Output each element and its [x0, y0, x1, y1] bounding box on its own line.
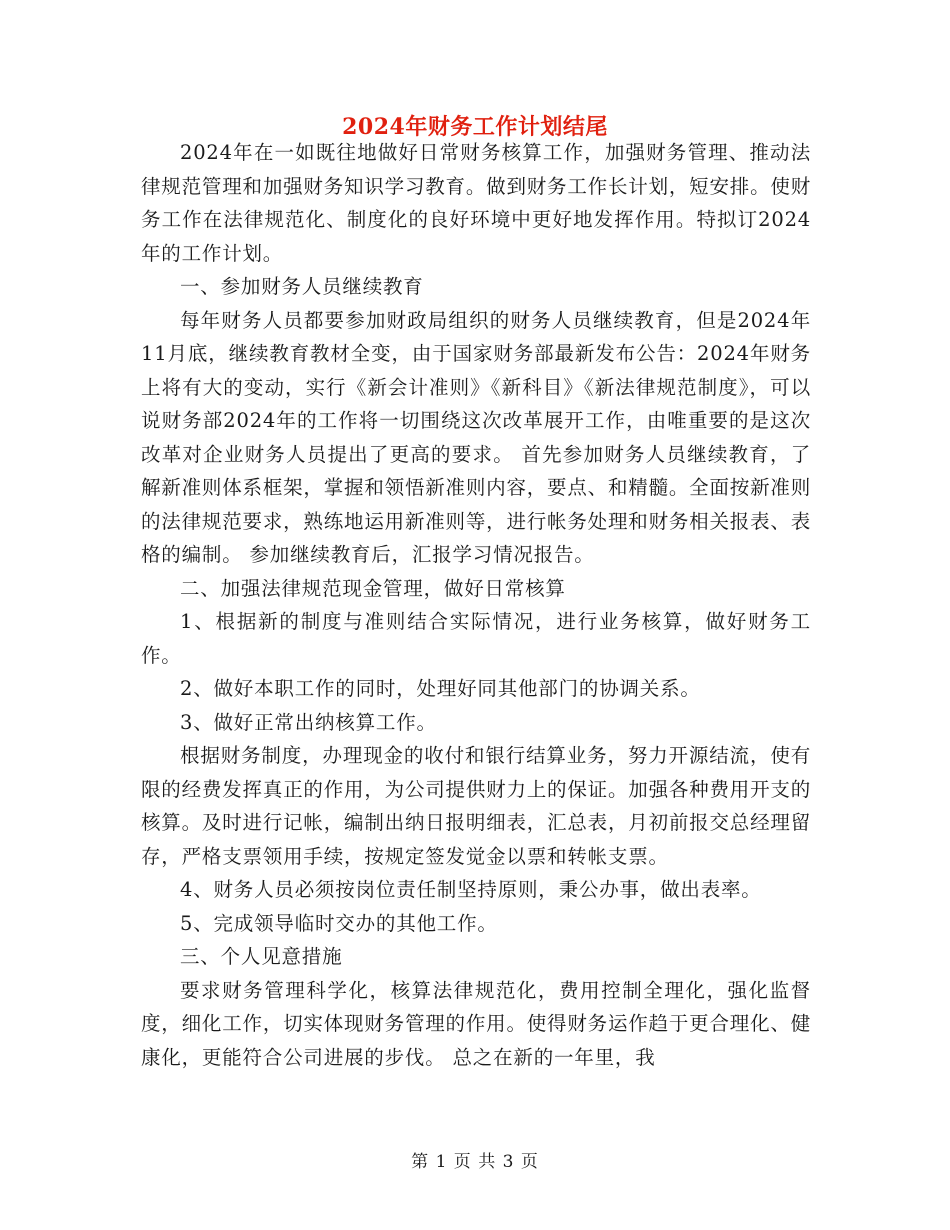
section-heading-3: 三、个人见意措施: [180, 945, 343, 968]
document-body: [141, 136, 811, 1074]
list-item-1: 1、根据新的制度与准则结合实际情况，进行业务核算，做好财务工作。: [141, 610, 811, 667]
section-heading-1: 一、参加财务人员继续教育: [180, 275, 424, 298]
section-1-paragraph: 每年财务人员都要参加财政局组织的财务人员继续教育，但是2024年11月底，继续教育教材全变，由于国家财务部最新发布公告：2024年财务上将有大的变动，实行《新会计准则》《新科目》《新法律规范制度》，可以说财务部2024年的工作将一切围绕这次改革展开工作，由唯重要的是这次改革对企业财务人员提出了更高的要求。 首先参加财务人员继续教育，了解新准则体系框架，掌握和领悟新准则内容，要点、和精髓。全面按新准则的法律规范要求，熟练地运用新准则等，进行帐务处理和财务相关报表、表格的编制。 参加继续教育后，汇报学习情况报告。: [141, 308, 811, 566]
document-title: 2024年财务工作计划结尾: [342, 114, 608, 140]
list-item-5: 5、完成领导临时交办的其他工作。: [180, 911, 498, 935]
section-3-paragraph: 要求财务管理科学化，核算法律规范化，费用控制全理化，强化监督度，细化工作，切实体现财务管理的作用。使得财务运作趋于更合理化、健康化，更能符合公司进展的步伐。 总之在新的一年里，我: [141, 978, 811, 1069]
list-item-3-detail: 根据财务制度，办理现金的收付和银行结算业务，努力开源结流，使有限的经费发挥真正的作用，为公司提供财力上的保证。加强各种费用开支的核算。及时进行记帐，编制出纳日报明细表，汇总表，月初前报交总经理留存，严格支票领用手续，按规定签发觉金以票和转帐支票。: [141, 744, 811, 868]
list-item-4: 4、财务人员必须按岗位责任制坚持原则，秉公办事，做出表率。: [180, 878, 762, 901]
intro-paragraph: 2024年在一如既往地做好日常财务核算工作，加强财务管理、推动法律规范管理和加强财务知识学习教育。做到财务工作长计划，短安排。使财务工作在法律规范化、制度化的良好环境中更好地发挥作用。特拟订2024年的工作计划。: [141, 141, 811, 265]
list-item-2: 2、做好本职工作的同时，处理好同其他部门的协调关系。: [180, 677, 701, 700]
page-footer: 第 1 页 共 3 页: [411, 1152, 539, 1172]
list-item-3: 3、做好正常出纳核算工作。: [180, 710, 437, 734]
section-heading-2: 二、加强法律规范现金管理，做好日常核算: [180, 576, 566, 600]
